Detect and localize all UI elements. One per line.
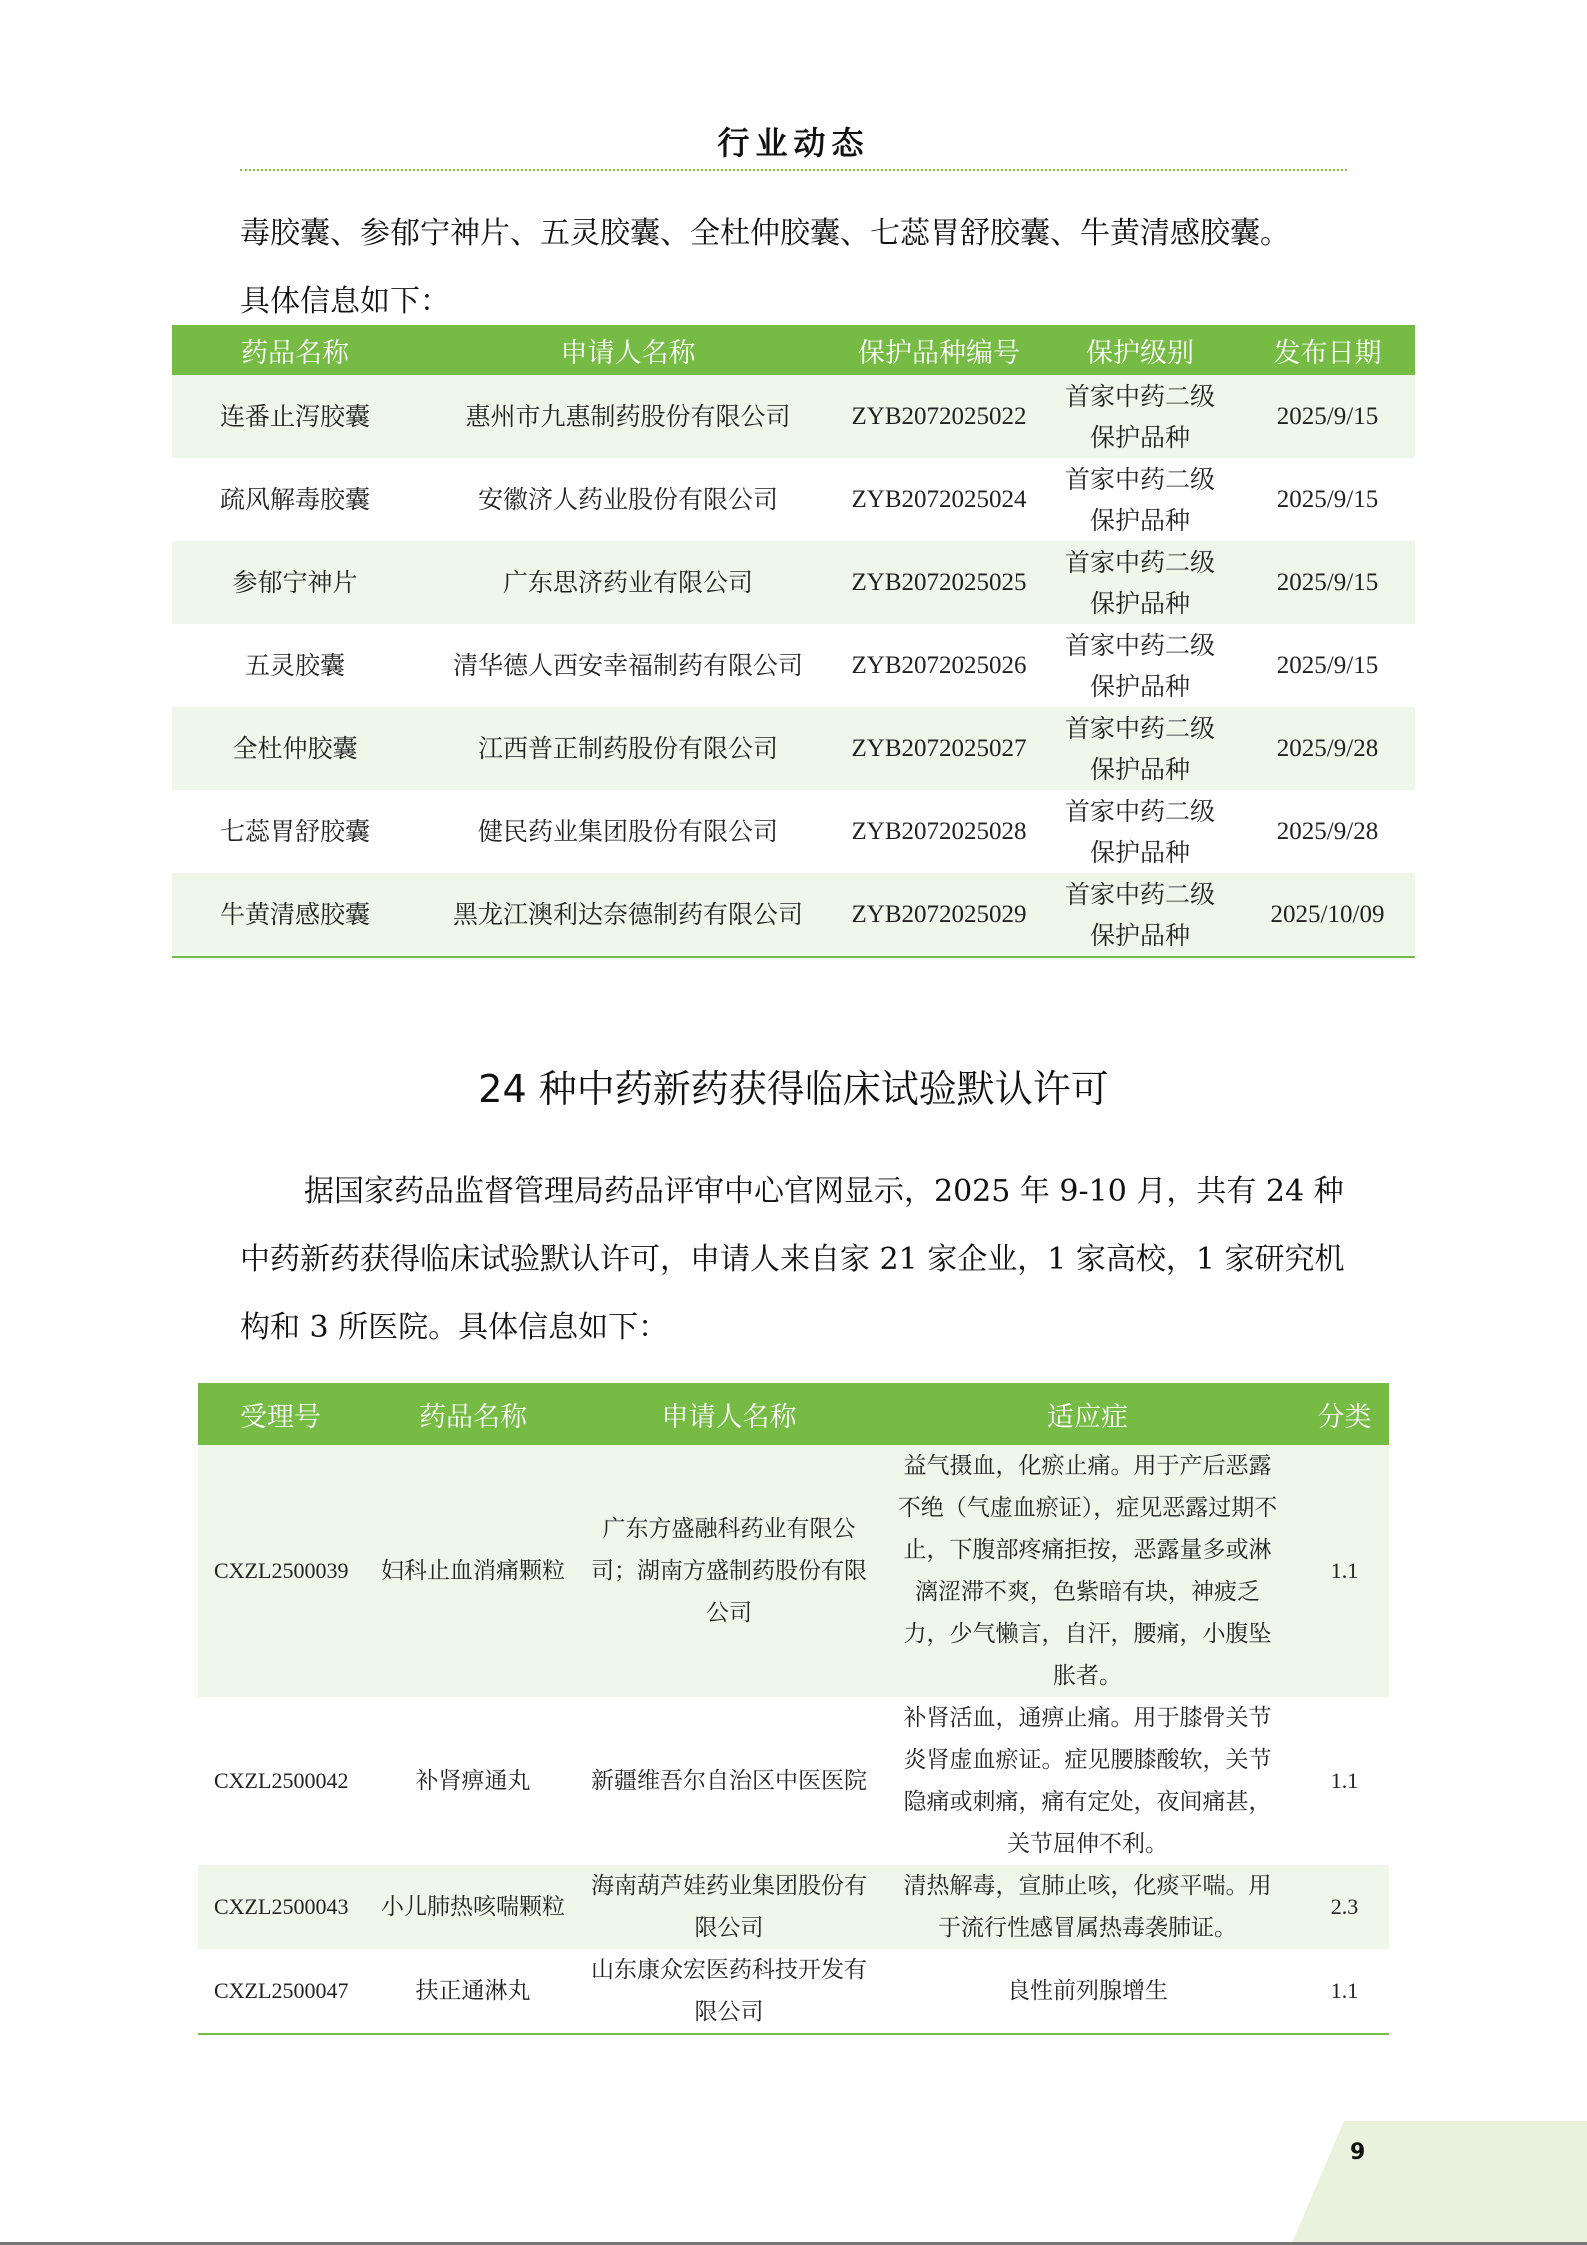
classification: 2.3 [1300,1865,1389,1949]
applicant-name: 新疆维吾尔自治区中医医院 [591,1768,867,1794]
col-header-applicant: 申请人名称 [418,325,838,375]
protection-level: 首家中药二级 保护品种 [1064,796,1215,867]
protection-level: 首家中药二级 保护品种 [1040,375,1240,458]
table-row [172,707,1415,790]
release-date: 2025/9/15 [1276,652,1379,679]
applicant-name: 惠州市九惠制药股份有限公司 [418,375,838,458]
acceptance-no: CXZL2500043 [198,1865,363,1949]
table-row [198,1697,1389,1865]
section-paragraph: 据国家药品监督管理局药品评审中心官网显示，2025 年 9-10 月，共有 24 种中药新药获得临床试验默认许可，申请人来自家 21 家企业，1 家高校，1 家研究机构和 3 所医院。具体信息如下： [240,1174,1345,1345]
release-date: 2025/9/28 [1240,707,1415,790]
col-header-classification: 分类 [1300,1383,1389,1445]
classification: 1.1 [1300,1445,1389,1697]
drug-name: 妇科止血消痛颗粒 [363,1445,583,1697]
applicant-name: 广东思济药业有限公司 [418,541,838,624]
drug-name: 全杜仲胶囊 [172,707,418,790]
drug-name: 补肾痹通丸 [415,1768,531,1794]
protection-level: 首家中药二级 保护品种 [1064,464,1215,535]
release-date: 2025/9/15 [1276,486,1379,513]
protection-code: ZYB2072025026 [851,652,1027,679]
protection-level: 首家中药二级 保护品种 [1040,541,1240,624]
col-header-release-date: 发布日期 [1240,325,1415,375]
drug-name: 扶正通淋丸 [415,1978,531,2004]
col-header-acceptance-no: 受理号 [198,1383,363,1445]
protection-level: 首家中药二级 保护品种 [1040,707,1240,790]
intro-lead: 具体信息如下： [240,284,450,319]
applicant-name: 清华德人西安幸福制药有限公司 [452,651,803,680]
col-header-protection-code: 保护品种编号 [838,325,1040,375]
applicant-name: 安徽济人药业股份有限公司 [477,485,778,514]
acceptance-no: CXZL2500047 [214,1978,349,2003]
drug-name: 参郁宁神片 [172,541,418,624]
drug-name: 连番止泻胶囊 [172,375,418,458]
drug-name: 疏风解毒胶囊 [219,485,370,514]
section-header-title: 行业动态 [717,124,870,162]
indication: 补肾活血，通痹止痛。用于膝骨关节炎肾虚血瘀证。症见腰膝酸软，关节隐痛或刺痛，痛有定处，夜间痛甚，关节屈伸不利。 [903,1705,1272,1857]
table-row [172,624,1415,707]
table-row [172,790,1415,873]
protection-code: ZYB2072025025 [838,541,1040,624]
applicant-name: 广东方盛融科药业有限公司；湖南方盛制药股份有限公司 [583,1445,875,1697]
table-header-row [172,325,1415,375]
table-row [198,1445,1389,1697]
acceptance-no: CXZL2500039 [198,1445,363,1697]
drug-name: 小儿肺热咳喘颗粒 [363,1865,583,1949]
col-header-protection-level: 保护级别 [1040,325,1240,375]
classification: 1.1 [1330,1768,1359,1793]
page-corner-decoration [1292,2121,1587,2243]
protection-code: ZYB2072025022 [838,375,1040,458]
table-row [172,873,1415,957]
release-date: 2025/9/28 [1276,818,1379,845]
applicant-name: 江西普正制药股份有限公司 [418,707,838,790]
table-row [172,375,1415,458]
drug-name: 七蕊胃舒胶囊 [219,817,370,846]
table-header-row [198,1383,1389,1445]
applicant-name: 海南葫芦娃药业集团股份有限公司 [583,1865,875,1949]
table-row [198,1865,1389,1949]
applicant-name: 健民药业集团股份有限公司 [477,817,778,846]
col-header-drug-name: 药品名称 [172,325,418,375]
protected-varieties-table [172,325,1415,958]
release-date: 2025/9/15 [1240,541,1415,624]
intro-paragraph [240,200,1350,336]
intro-continuation: 毒胶囊、参郁宁神片、五灵胶囊、全杜仲胶囊、七蕊胃舒胶囊、牛黄清感胶囊。 [240,216,1290,251]
protection-level: 首家中药二级 保护品种 [1040,873,1240,957]
table-row [172,541,1415,624]
protection-code: ZYB2072025024 [851,486,1027,513]
col-header-indication: 适应症 [875,1383,1300,1445]
protection-code: ZYB2072025028 [851,818,1027,845]
applicant-name: 山东康众宏医药科技开发有限公司 [591,1957,867,2025]
indication: 益气摄血，化瘀止痛。用于产后恶露不绝（气虚血瘀证），症见恶露过期不止，下腹部疼痛拒按，恶露量多或淋漓涩滞不爽，色紫暗有块，神疲乏力，少气懒言，自汗，腰痛，小腹坠胀者。 [875,1445,1300,1697]
col-header-drug-name: 药品名称 [363,1383,583,1445]
protection-code: ZYB2072025029 [838,873,1040,957]
release-date: 2025/10/09 [1240,873,1415,957]
drug-name: 五灵胶囊 [244,651,345,680]
release-date: 2025/9/15 [1240,375,1415,458]
header-divider [240,169,1347,171]
section-title: 24 种中药新药获得临床试验默认许可 [478,1067,1109,1111]
protection-code: ZYB2072025027 [838,707,1040,790]
col-header-applicant: 申请人名称 [583,1383,875,1445]
acceptance-no: CXZL2500042 [214,1768,349,1793]
clinical-trial-approvals-table [198,1383,1389,2035]
applicant-name: 黑龙江澳利达奈德制药有限公司 [418,873,838,957]
indication: 清热解毒，宣肺止咳，化痰平喘。用于流行性感冒属热毒袭肺证。 [875,1865,1300,1949]
table-row [198,1949,1389,2034]
indication: 良性前列腺增生 [1007,1978,1168,2004]
classification: 1.1 [1330,1978,1359,2003]
page-number: 9 [1350,2140,1366,2165]
protection-level: 首家中药二级 保护品种 [1064,630,1215,701]
table-row [172,458,1415,541]
drug-name: 牛黄清感胶囊 [172,873,418,957]
